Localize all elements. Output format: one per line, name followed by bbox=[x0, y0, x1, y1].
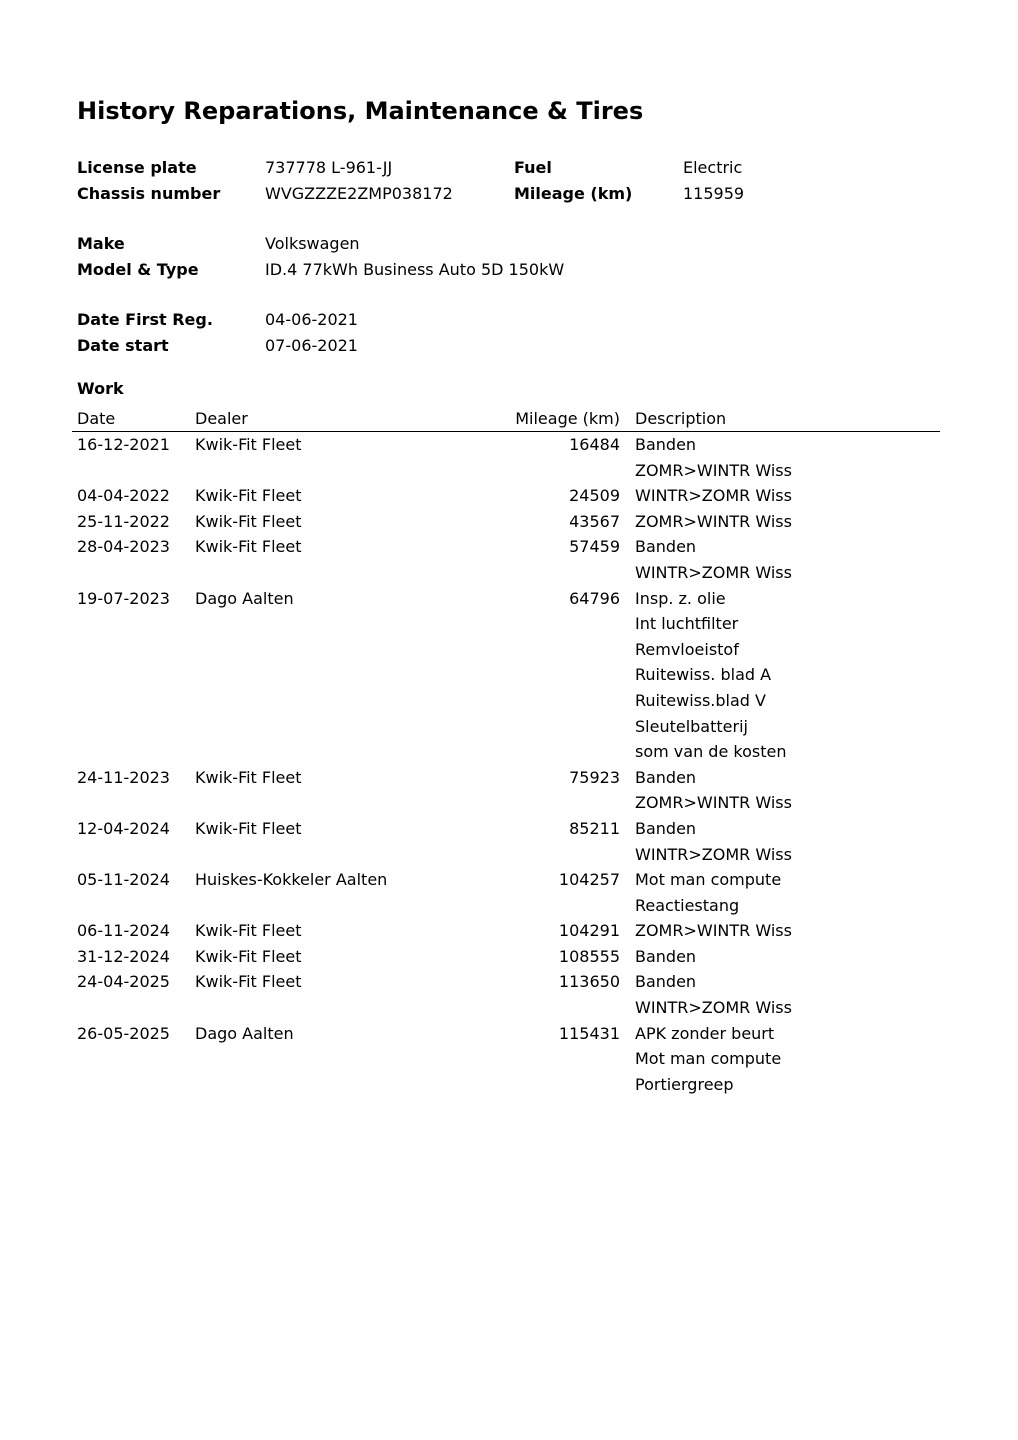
vehicle-info bbox=[77, 155, 937, 358]
row-description-line: WINTR>ZOMR Wiss bbox=[635, 844, 792, 864]
row-description-line: Banden bbox=[635, 972, 697, 992]
row-date: 26-05-2025 bbox=[77, 1023, 170, 1043]
info-row-license bbox=[77, 155, 937, 181]
row-description-line: WINTR>ZOMR Wiss bbox=[635, 998, 792, 1018]
row-description-line: Portiergreep bbox=[635, 1074, 734, 1094]
row-mileage: 85211 bbox=[569, 818, 620, 838]
row-date: 19-07-2023 bbox=[77, 588, 170, 608]
row-mileage: 108555 bbox=[558, 946, 620, 966]
row-dealer: Kwik-Fit Fleet bbox=[195, 486, 302, 506]
row-description-line: Banden bbox=[635, 537, 697, 557]
info-row-chassis bbox=[77, 181, 937, 207]
row-description-line: Banden bbox=[635, 435, 697, 454]
fuel-value: Electric bbox=[683, 158, 743, 177]
row-description-line: ZOMR>WINTR Wiss bbox=[635, 460, 792, 480]
model-label: Model & Type bbox=[77, 259, 199, 279]
table-row bbox=[72, 969, 940, 1020]
work-table-body bbox=[72, 432, 940, 1097]
row-dealer: Kwik-Fit Fleet bbox=[195, 767, 302, 787]
row-date: 12-04-2024 bbox=[77, 818, 170, 838]
row-dealer: Kwik-Fit Fleet bbox=[195, 818, 302, 838]
info-row-model bbox=[77, 257, 937, 283]
row-dealer: Kwik-Fit Fleet bbox=[195, 435, 302, 454]
row-description-line: ZOMR>WINTR Wiss bbox=[635, 793, 792, 813]
row-descriptions bbox=[635, 816, 940, 867]
column-header-dealer: Dealer bbox=[195, 409, 248, 428]
row-descriptions bbox=[635, 432, 940, 483]
date-start-value: 07-06-2021 bbox=[265, 335, 358, 355]
row-descriptions bbox=[635, 509, 940, 535]
row-description-line: Mot man compute bbox=[635, 870, 782, 890]
info-row-make bbox=[77, 231, 937, 257]
table-row bbox=[72, 509, 940, 535]
row-mileage: 57459 bbox=[569, 537, 620, 557]
row-description-line: Sleutelbatterij bbox=[635, 716, 748, 736]
mileage-value: 115959 bbox=[683, 183, 745, 203]
row-descriptions bbox=[635, 867, 940, 918]
row-dealer: Kwik-Fit Fleet bbox=[195, 537, 302, 557]
row-description-line: Banden bbox=[635, 946, 697, 966]
work-table bbox=[72, 407, 940, 1097]
table-row bbox=[72, 534, 940, 585]
row-mileage: 16484 bbox=[569, 435, 620, 454]
column-header-mileage: Mileage (km) bbox=[515, 409, 620, 428]
column-header-date: Date bbox=[77, 409, 116, 428]
row-dealer: Huiskes-Kokkeler Aalten bbox=[195, 870, 388, 890]
row-date: 24-11-2023 bbox=[77, 767, 170, 787]
row-mileage: 113650 bbox=[558, 972, 620, 992]
row-descriptions bbox=[635, 918, 940, 944]
row-dealer: Kwik-Fit Fleet bbox=[195, 972, 302, 992]
row-date: 05-11-2024 bbox=[77, 870, 170, 890]
row-descriptions bbox=[635, 534, 940, 585]
row-dealer: Kwik-Fit Fleet bbox=[195, 921, 302, 941]
row-mileage: 104291 bbox=[558, 921, 620, 941]
row-description-line: Reactiestang bbox=[635, 895, 740, 915]
column-header-description: Description bbox=[635, 409, 727, 428]
work-heading: Work bbox=[77, 379, 124, 398]
table-row bbox=[72, 816, 940, 867]
row-dealer: Kwik-Fit Fleet bbox=[195, 511, 302, 531]
row-descriptions bbox=[635, 765, 940, 816]
table-row bbox=[72, 944, 940, 970]
row-description-line: ZOMR>WINTR Wiss bbox=[635, 921, 792, 941]
row-mileage: 115431 bbox=[558, 1023, 620, 1043]
page-title: History Reparations, Maintenance & Tires bbox=[77, 97, 644, 125]
row-descriptions bbox=[635, 483, 940, 509]
row-description-line: APK zonder beurt bbox=[635, 1023, 775, 1043]
table-row bbox=[72, 765, 940, 816]
fuel-label: Fuel bbox=[514, 158, 552, 177]
row-description-line: Remvloeistof bbox=[635, 639, 739, 659]
date-first-reg-label: Date First Reg. bbox=[77, 310, 213, 329]
row-dealer: Dago Aalten bbox=[195, 1023, 294, 1043]
make-value: Volkswagen bbox=[265, 234, 360, 253]
row-description-line: Int luchtfilter bbox=[635, 614, 739, 634]
license-plate-label: License plate bbox=[77, 158, 197, 177]
row-descriptions bbox=[635, 969, 940, 1020]
mileage-label: Mileage (km) bbox=[514, 183, 633, 203]
row-description-line: Insp. z. olie bbox=[635, 588, 726, 608]
chassis-value: WVGZZZE2ZMP038172 bbox=[265, 183, 453, 203]
row-descriptions bbox=[635, 586, 940, 765]
work-table-header bbox=[72, 407, 940, 432]
row-mileage: 64796 bbox=[569, 588, 620, 608]
row-mileage: 75923 bbox=[569, 767, 620, 787]
row-description-line: WINTR>ZOMR Wiss bbox=[635, 486, 792, 506]
license-plate-value: 737778 L-961-JJ bbox=[265, 158, 393, 177]
row-dealer: Kwik-Fit Fleet bbox=[195, 946, 302, 966]
row-mileage: 24509 bbox=[569, 486, 620, 506]
date-first-reg-value: 04-06-2021 bbox=[265, 310, 358, 329]
row-date: 04-04-2022 bbox=[77, 486, 170, 506]
row-date: 16-12-2021 bbox=[77, 435, 170, 454]
row-description-line: Mot man compute bbox=[635, 1049, 782, 1069]
table-row bbox=[72, 586, 940, 765]
row-date: 24-04-2025 bbox=[77, 972, 170, 992]
table-row bbox=[72, 1021, 940, 1098]
table-row bbox=[72, 483, 940, 509]
row-mileage: 43567 bbox=[569, 511, 620, 531]
info-row-date-start bbox=[77, 333, 937, 359]
row-description-line: Ruitewiss.blad V bbox=[635, 690, 766, 710]
row-description-line: Ruitewiss. blad A bbox=[635, 665, 772, 685]
row-date: 28-04-2023 bbox=[77, 537, 170, 557]
row-description-line: som van de kosten bbox=[635, 742, 787, 762]
row-date: 31-12-2024 bbox=[77, 946, 170, 966]
row-description-line: ZOMR>WINTR Wiss bbox=[635, 511, 792, 531]
info-row-first-reg bbox=[77, 307, 937, 333]
row-descriptions bbox=[635, 1021, 940, 1098]
date-start-label: Date start bbox=[77, 335, 169, 355]
chassis-label: Chassis number bbox=[77, 183, 221, 203]
row-descriptions bbox=[635, 944, 940, 970]
row-date: 06-11-2024 bbox=[77, 921, 170, 941]
row-dealer: Dago Aalten bbox=[195, 588, 294, 608]
make-label: Make bbox=[77, 234, 125, 253]
model-value: ID.4 77kWh Business Auto 5D 150kW bbox=[265, 259, 565, 279]
row-description-line: Banden bbox=[635, 767, 697, 787]
table-row bbox=[72, 432, 940, 483]
table-row bbox=[72, 918, 940, 944]
row-description-line: WINTR>ZOMR Wiss bbox=[635, 562, 792, 582]
table-row bbox=[72, 867, 940, 918]
row-description-line: Banden bbox=[635, 818, 697, 838]
row-date: 25-11-2022 bbox=[77, 511, 170, 531]
row-mileage: 104257 bbox=[558, 870, 620, 890]
